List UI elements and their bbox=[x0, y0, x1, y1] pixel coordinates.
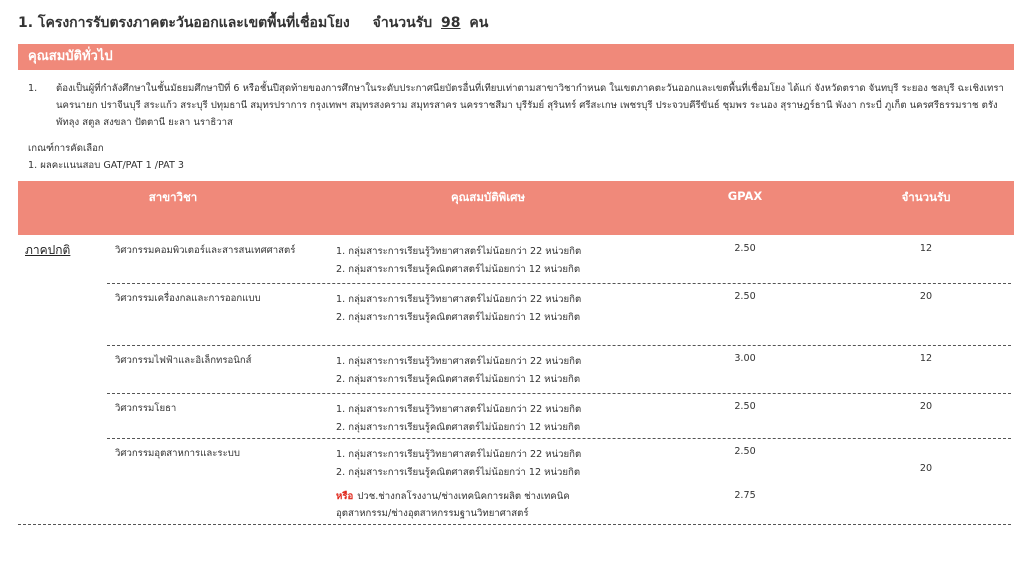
gpax-value: 2.50 bbox=[734, 401, 756, 412]
requirement-science: 1. กลุ่มสาระการเรียนรู้วิทยาศาสตร์ไม่น้อยกว่า 22 หน่วยกิต bbox=[336, 246, 582, 257]
requirement-science: 1. กลุ่มสาระการเรียนรู้วิทยาศาสตร์ไม่น้อยกว่า 22 หน่วยกิต bbox=[336, 356, 582, 367]
requirement-math: 2. กลุ่มสาระการเรียนรู้คณิตศาสตร์ไม่น้อยกว่า 12 หน่วยกิต bbox=[336, 374, 581, 385]
page-title bbox=[18, 12, 488, 34]
seats-value: 12 bbox=[919, 243, 933, 254]
table-bottom-divider bbox=[18, 524, 1011, 525]
selection-criteria-item: 1. ผลคะแนนสอบ GAT/PAT 1 /PAT 3 bbox=[28, 160, 184, 171]
seats-value: 20 bbox=[919, 291, 933, 302]
requirement-science: 1. กลุ่มสาระการเรียนรู้วิทยาศาสตร์ไม่น้อยกว่า 22 หน่วยกิต bbox=[336, 449, 582, 460]
gpax-value: 2.50 bbox=[734, 291, 756, 302]
alternative-requirement bbox=[336, 488, 570, 522]
requirements bbox=[336, 353, 581, 389]
seats-value: 20 bbox=[919, 401, 933, 412]
requirement-math: 2. กลุ่มสาระการเรียนรู้คณิตศาสตร์ไม่น้อยกว่า 12 หน่วยกิต bbox=[336, 312, 581, 323]
alt-requirement-line1: ปวช.ช่างกลโรงงาน/ช่างเทคนิคการผลิต ช่างเทคนิค bbox=[357, 491, 570, 502]
seats-value: 12 bbox=[919, 353, 933, 364]
qualification-number: 1. bbox=[28, 83, 38, 94]
requirements bbox=[336, 446, 581, 482]
table-header bbox=[18, 181, 1014, 235]
seat-count-value: 98 bbox=[441, 15, 461, 31]
selection-criteria-heading: เกณฑ์การคัดเลือก bbox=[28, 143, 104, 154]
requirement-math: 2. กลุ่มสาระการเรียนรู้คณิตศาสตร์ไม่น้อยกว่า 12 หน่วยกิต bbox=[336, 467, 581, 478]
gpax-value: 3.00 bbox=[734, 353, 756, 364]
gpax-value: 2.50 bbox=[734, 243, 756, 254]
major-name: วิศวกรรมคอมพิวเตอร์และสารสนเทศศาสตร์ bbox=[115, 245, 296, 256]
seat-count-label: จำนวนรับ bbox=[372, 15, 433, 31]
header-special-qualifications: คุณสมบัติพิเศษ bbox=[450, 190, 526, 204]
seats-value: 20 bbox=[919, 463, 933, 474]
requirement-science: 1. กลุ่มสาระการเรียนรู้วิทยาศาสตร์ไม่น้อยกว่า 22 หน่วยกิต bbox=[336, 294, 582, 305]
row-divider bbox=[107, 345, 1011, 346]
major-name: วิศวกรรมเครื่องกลและการออกแบบ bbox=[115, 293, 261, 304]
major-name: วิศวกรรมโยธา bbox=[115, 403, 177, 414]
row-divider bbox=[107, 283, 1011, 284]
requirements bbox=[336, 243, 581, 279]
qualification-item bbox=[28, 80, 1004, 131]
program-type-label: ภาคปกติ bbox=[25, 243, 71, 257]
alt-gpax-value: 2.75 bbox=[734, 490, 756, 501]
major-name: วิศวกรรมไฟฟ้าและอิเล็กทรอนิกส์ bbox=[115, 355, 252, 366]
requirements bbox=[336, 291, 581, 327]
seat-count-unit: คน bbox=[469, 15, 489, 31]
row-divider bbox=[107, 393, 1011, 394]
or-label: หรือ bbox=[336, 491, 354, 502]
header-seats: จำนวนรับ bbox=[901, 190, 951, 204]
header-gpax: GPAX bbox=[727, 189, 763, 203]
qualification-text: ต้องเป็นผู้ที่กำลังศึกษาในชั้นมัธยมศึกษาปีที่ 6 หรือชั้นปีสุดท้ายของการศึกษาในระดับประกาศนียบัตรอื่นที่เทียบเท่าตามสาขาวิชากำหนด ในเขตภาคตะวันออกและเขตพื้นที่เชื่อมโยง ได้แก่ จังหวัดตราด จันทบุรี ระยอง ชลบุรี ฉะเชิงเทรา นครนายก ปราจีนบุรี สระแก้ว สระบุรี ปทุมธานี สมุทรปราการ กรุงเทพฯ สมุทรสงคราม สมุทรสาคร นครราชสีมา บุรีรัมย์ สุรินทร์ ศรีสะเกษ เพชรบุรี ประจวบคีรีขันธ์ ชุมพร ระนอง สุราษฎร์ธานี พังงา กระบี่ ภูเก็ต นครศรีธรรมราช ตรัง พัทลุง สตูล สงขลา ปัตตานี ยะลา นราธิวาส bbox=[56, 83, 1004, 128]
general-qualifications-header: คุณสมบัติทั่วไป bbox=[18, 44, 1014, 70]
alt-requirement-line2: อุตสาหกรรม/ช่างอุตสาหกรรมฐานวิทยาศาสตร์ bbox=[336, 508, 529, 519]
requirement-math: 2. กลุ่มสาระการเรียนรู้คณิตศาสตร์ไม่น้อยกว่า 12 หน่วยกิต bbox=[336, 422, 581, 433]
gpax-value: 2.50 bbox=[734, 446, 756, 457]
requirements bbox=[336, 401, 581, 437]
requirement-science: 1. กลุ่มสาระการเรียนรู้วิทยาศาสตร์ไม่น้อยกว่า 22 หน่วยกิต bbox=[336, 404, 582, 415]
program-title: 1. โครงการรับตรงภาคตะวันออกและเขตพื้นที่เชื่อมโยง bbox=[18, 15, 350, 31]
header-major: สาขาวิชา bbox=[148, 190, 198, 204]
row-divider bbox=[107, 438, 1011, 439]
requirement-math: 2. กลุ่มสาระการเรียนรู้คณิตศาสตร์ไม่น้อยกว่า 12 หน่วยกิต bbox=[336, 264, 581, 275]
major-name: วิศวกรรมอุตสาหการและระบบ bbox=[115, 448, 240, 459]
